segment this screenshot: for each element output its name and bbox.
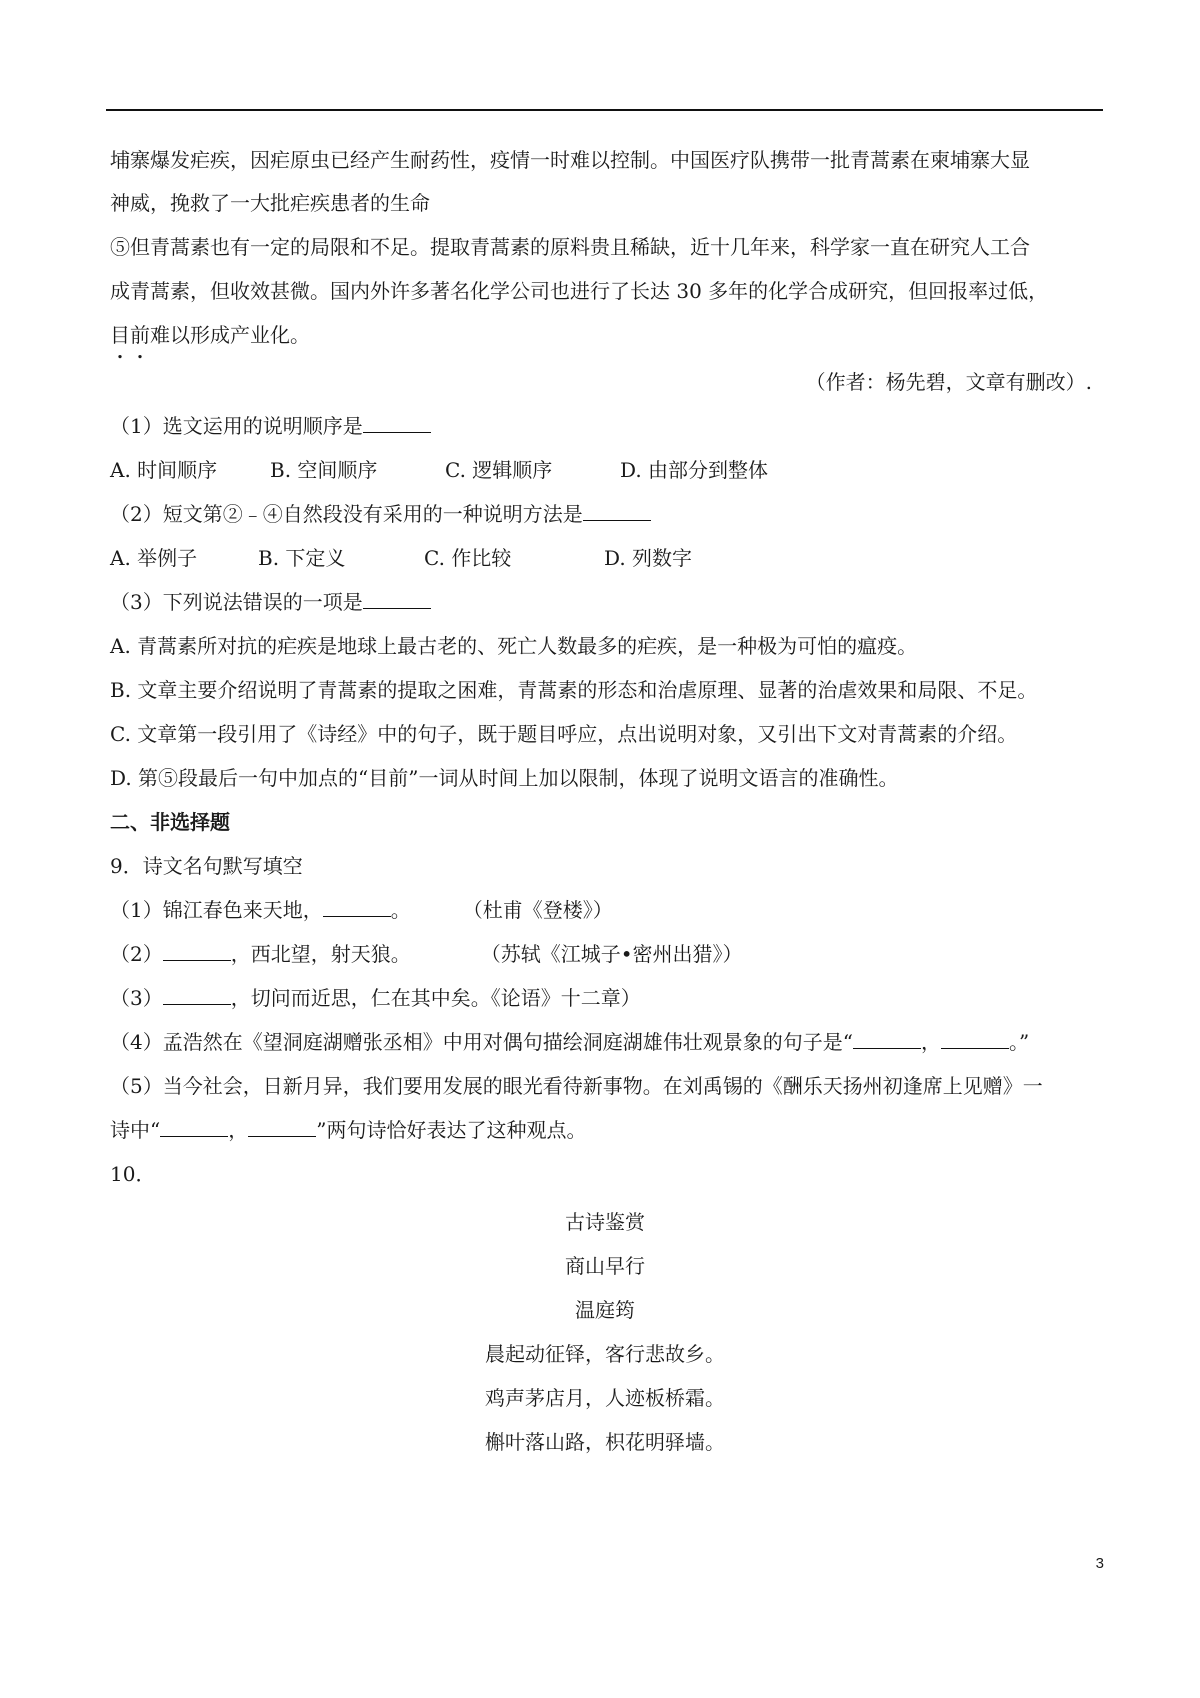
poem-title: 商山早行	[565, 1254, 645, 1278]
q9-item-1	[110, 898, 613, 922]
answer-blank[interactable]	[163, 942, 231, 961]
q9-item-2-source: （苏轼《江城子•密州出猎》）	[480, 942, 743, 966]
section-heading: 二、非选择题	[110, 810, 230, 834]
q9-item-3-num: （3）	[110, 986, 163, 1010]
q2-stem	[110, 502, 651, 526]
para4-line1: 埔寨爆发疟疾，因疟原虫已经产生耐药性，疫情一时难以控制。中国医疗队携带一批青蒿素在柬埔寨大显	[110, 148, 1030, 172]
answer-blank[interactable]	[363, 590, 431, 609]
q3-option-a: A. 青蒿素所对抗的疟疾是地球上最古老的、死亡人数最多的疟疾，是一种极为可怕的瘟疫。	[110, 634, 918, 658]
poem-author: 温庭筠	[575, 1298, 635, 1322]
q2-option-b: B. 下定义	[258, 546, 346, 570]
q1-stem-text: （1）选文运用的说明顺序是	[110, 414, 363, 438]
q9-item-1-source: （杜甫《登楼》）	[462, 898, 613, 922]
q9-item-5-sep: ，	[228, 1118, 249, 1142]
answer-blank[interactable]	[853, 1030, 921, 1049]
q1-option-d: D. 由部分到整体	[620, 458, 769, 482]
page-number: 3	[1095, 1555, 1104, 1572]
q9-item-5-line2	[110, 1118, 586, 1142]
q2-option-c: C. 作比较	[424, 546, 512, 570]
q2-stem-text: （2）短文第②﹣④自然段没有采用的一种说明方法是	[110, 502, 583, 526]
answer-blank[interactable]	[583, 502, 651, 521]
q9-item-3-text: ，切问而近思，仁在其中矣。《论语》十二章）	[230, 986, 641, 1010]
q1-stem	[110, 414, 431, 438]
q1-option-a: A. 时间顺序	[110, 458, 218, 482]
para5-line2: 成青蒿素，但收效甚微。国内外许多著名化学公司也进行了长达 30 多年的化学合成研究，但回报率过低，	[110, 279, 1049, 303]
q9-item-2-text: ，西北望，射天狼。	[230, 942, 411, 966]
q9-item-4	[110, 1030, 1029, 1054]
answer-blank[interactable]	[248, 1118, 316, 1137]
q9-item-5-end: ”两句诗恰好表达了这种观点。	[316, 1118, 587, 1142]
answer-blank[interactable]	[363, 414, 431, 433]
q9-item-1-end: 。	[390, 898, 411, 922]
q9-item-4-sep: ，	[920, 1030, 941, 1054]
para5-line3	[110, 323, 310, 347]
q9-item-5-open: 诗中“	[110, 1118, 161, 1142]
q1-options	[110, 458, 768, 482]
poem-line: 晨起动征铎，客行悲故乡。	[485, 1342, 725, 1366]
answer-blank[interactable]	[163, 986, 231, 1005]
para5-line1: ⑤但青蒿素也有一定的局限和不足。提取青蒿素的原料贵且稀缺，近十几年来，科学家一直在研究人工合	[110, 235, 1030, 259]
author-note: （作者：杨先碧，文章有删改）.	[805, 370, 1092, 394]
poem-heading: 古诗鉴赏	[565, 1210, 645, 1234]
q9-item-1-text: （1）锦江春色来天地，	[110, 898, 323, 922]
q3-stem	[110, 590, 431, 614]
q3-option-b: B. 文章主要介绍说明了青蒿素的提取之困难，青蒿素的形态和治虐原理、显著的治虐效果和局限、不足。	[110, 678, 1038, 702]
q2-option-d: D. 列数字	[604, 546, 693, 570]
q2-option-a: A. 举例子	[110, 546, 198, 570]
answer-blank[interactable]	[323, 898, 391, 917]
q3-option-c: C. 文章第一段引用了《诗经》中的句子，既于题目呼应，点出说明对象，又引出下文对青蒿素的介绍。	[110, 722, 1018, 746]
q1-option-b: B. 空间顺序	[270, 458, 378, 482]
q9-item-2-num: （2）	[110, 942, 163, 966]
q9-title: 9．诗文名句默写填空	[110, 854, 303, 878]
q2-options	[110, 546, 692, 570]
poem-line: 鸡声茅店月，人迹板桥霜。	[485, 1386, 725, 1410]
q9-item-3	[110, 986, 641, 1010]
q9-item-4-end: 。”	[1008, 1030, 1030, 1054]
answer-blank[interactable]	[941, 1030, 1009, 1049]
q3-option-d: D. 第⑤段最后一句中加点的“目前”一词从时间上加以限制，体现了说明文语言的准确性。	[110, 766, 899, 790]
emphasis-char: 目	[110, 323, 130, 347]
q9-item-2	[110, 942, 743, 966]
q1-option-c: C. 逻辑顺序	[445, 458, 553, 482]
q3-stem-text: （3）下列说法错误的一项是	[110, 590, 363, 614]
header-rule	[106, 109, 1103, 111]
para4-line2: 神威，挽救了一大批疟疾患者的生命	[110, 191, 430, 215]
q9-item-5-line1: （5）当今社会，日新月异，我们要用发展的眼光看待新事物。在刘禹锡的《酬乐天扬州初逢席上见赠》一	[110, 1074, 1043, 1098]
q9-item-4-text: （4）孟浩然在《望洞庭湖赠张丞相》中用对偶句描绘洞庭湖雄伟壮观景象的句子是“	[110, 1030, 853, 1054]
q10-number: 10．	[110, 1162, 156, 1186]
para5-line3-text: 难以形成产业化。	[150, 323, 310, 347]
answer-blank[interactable]	[160, 1118, 228, 1137]
emphasis-char: 前	[130, 323, 150, 347]
poem-line: 槲叶落山路，枳花明驿墙。	[485, 1430, 725, 1454]
